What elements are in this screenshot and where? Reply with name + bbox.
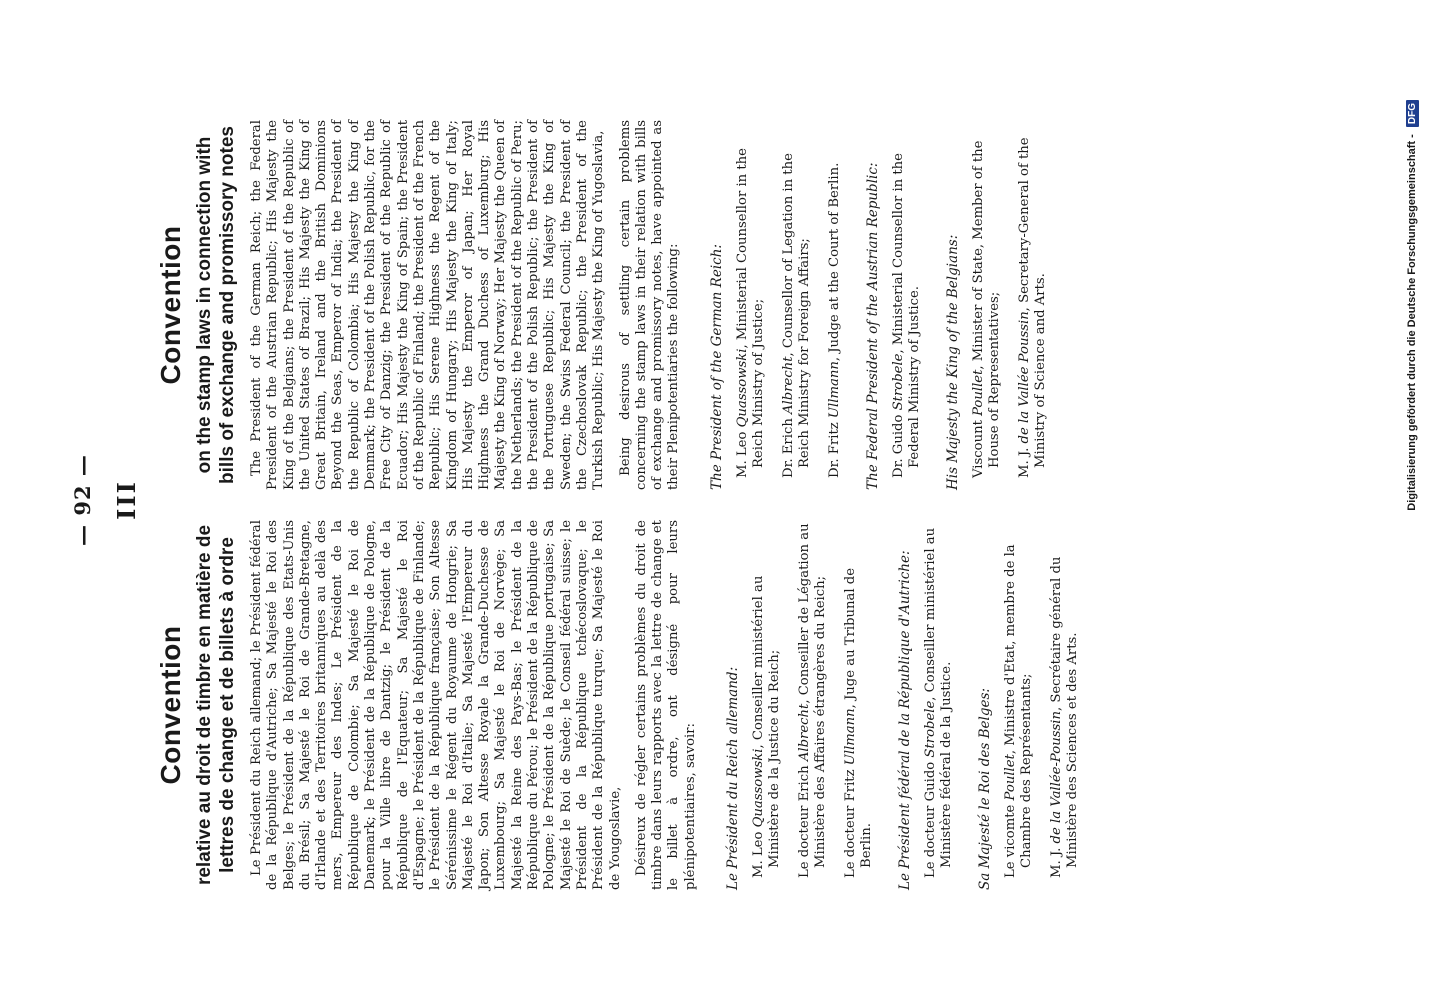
- sovereign-heading: The Federal President of the Austrian Republic:: [864, 162, 881, 490]
- french-column: [155, 520, 1103, 890]
- sovereign-heading: Le Président du Reich allemand:: [725, 666, 742, 890]
- delegate-surname: de la Vallée Poussin: [1016, 311, 1032, 444]
- english-subtitle: on the stamp laws in connection with bills of exchange and promissory notes: [194, 126, 238, 484]
- delegate-surname: Quassowski: [751, 748, 767, 828]
- delegate-title: , Conseiller ministériel au Ministère fédéral de la Justice.: [923, 527, 955, 868]
- sovereign-heading: Le Président fédéral de la République d'Autriche:: [897, 550, 914, 890]
- delegate-title: , Ministre d'Etat, membre de la Chambre des Représentants;: [1003, 544, 1035, 868]
- french-preamble: Le Président du Reich allemand; le Président fédéral de la République d'Autriche; Sa Majesté le Roi des Belges; le Président de la République des Etats-Unis du Brésil; Sa Majesté le Roi de Grande-Bretagne, d'Irlande et des Territoires britanniques au delà des mers, Empereur des Indes; Le Président de la République de Colombie; Sa Majesté le Roi de Danemark; le Président de la République de Pologne, pour la Ville libre de Dantzig; le Président de la République de l'Equateur; Sa Majesté le Roi d'Espagne; le Président de la République de Finlande; le Président de la République française; Son Altesse Sérénissime le Régent du Royaume de Hongrie; Sa Majesté le Roi d'Italie; Sa Majesté l'Empereur du Japon; Son Altesse Royale la Grande-Duchesse de Luxembourg; Sa Majesté le Roi de Norvège; Sa Majesté la Reine des Pays-Bas; le Président de la République du Pérou; le Président de la République de Pologne; le Président de la République portugaise; Sa Majesté le Roi de Suède; le Conseil fédéral suisse; le Président de la République tchécoslovaque; le Président de la République turque; Sa Majesté le Roi de Yougoslavie,: [249, 520, 623, 890]
- english-column: [155, 120, 1071, 490]
- english-plenipotentiaries: [709, 120, 1049, 490]
- delegate-prefix: Le vicomte: [1003, 800, 1019, 878]
- delegate-title: , Counsellor of Legation in the Reich Ministry for Foreign Affairs;: [780, 153, 812, 468]
- delegate-title: , Juge au Tribunal de Berlin.: [843, 567, 875, 868]
- delegate-prefix: Dr. Guido: [890, 410, 906, 478]
- delegate-title: , Ministerial Counsellor in the Federal Ministry of Justice.: [890, 153, 922, 468]
- delegate-entry: [923, 520, 955, 878]
- delegate-surname: Quassowski: [734, 348, 750, 428]
- delegate-prefix: M. Leo: [751, 827, 767, 878]
- delegate-surname: Albrecht: [780, 356, 796, 414]
- sovereign-heading: The President of the German Reich:: [708, 244, 725, 490]
- english-title: Convention: [155, 225, 186, 385]
- delegate-title: , Minister of State, Member of the House of Representatives;: [970, 140, 1002, 468]
- delegate-entry: [751, 520, 783, 878]
- digitization-credit: [1406, 100, 1419, 900]
- english-preamble: The President of the German Reich; the Federal President of the Austrian Republic; His Majesty the King of the Belgians; the President of the Republic of the United States of Brazil; His Majesty the King of Great Britain, Ireland and the British Dominions Beyond the Seas, Emperor of India; the President of the Republic of Colombia; His Majesty the King of Denmark; the President of the Polish Republic, for the Free City of Danzig; the President of the Republic of Ecuador; His Majesty the King of Spain; the President of the Republic of Finland; the President of the French Republic; His Serene Highness the Regent of the Kingdom of Hungary; His Majesty the King of Italy; His Majesty the Emperor of Japan; Her Royal Highness the Grand Duchess of Luxemburg; His Majesty the King of Norway; Her Majesty the Queen of the Netherlands; the President of the Republic of Peru; the President of the Polish Republic; the President of the Portuguese Republic; His Majesty the King of Sweden; the Swiss Federal Council; the President of the Czechoslovak Republic; the President of the Turkish Republic; His Majesty the King of Yugoslavia,: [249, 120, 607, 490]
- delegate-surname: de la Vallée-Poussin: [1049, 711, 1065, 844]
- delegate-surname: Poullet: [1003, 754, 1019, 801]
- delegation-group: [977, 520, 1081, 890]
- delegation-group: [897, 520, 955, 890]
- delegate-prefix: M. J.: [1016, 443, 1032, 478]
- delegation-group: [709, 120, 843, 490]
- credit-text: Digitalisierung gefördert durch die Deutsche Forschungsgemeinschaft -: [1406, 134, 1418, 511]
- french-title: Convention: [155, 625, 186, 785]
- rotated-document-page: [0, 100, 1434, 900]
- dfg-logo: DFG: [1406, 100, 1419, 127]
- delegate-surname: Albrecht: [797, 703, 813, 762]
- english-desire-paragraph: Being desirous of settling certain problems concerning the stamp laws in their relation with bills of exchange and promissory notes, have appointed as their Plenipotentiaries the following:: [617, 120, 682, 490]
- delegate-title: , Secrétaire général du Ministère des Sciences et des Arts.: [1049, 556, 1081, 868]
- french-desire-paragraph: Désireux de régler certains problèmes du droit de timbre dans leurs rapports avec la lettre de change et le billet à ordre, ont désigné pour leurs plénipotentiaires, savoir:: [633, 520, 698, 890]
- section-numeral: III: [112, 480, 141, 520]
- page-header: [0, 100, 140, 900]
- delegation-group: [945, 120, 1049, 490]
- delegate-entry: [780, 120, 813, 478]
- delegate-title: , Conseiller ministériel au Ministère de la Justice du Reich;: [751, 575, 783, 868]
- delegate-surname: Ullmann: [826, 361, 842, 419]
- delegate-entry: [1049, 520, 1081, 878]
- delegate-entry: [970, 120, 1003, 478]
- delegate-surname: Ullmann: [843, 708, 859, 766]
- delegate-title: , Conseiller de Légation au Ministère des Affaires étrangères du Reich;: [797, 523, 829, 868]
- delegate-prefix: Dr. Fritz: [826, 418, 842, 478]
- delegate-title: , Ministerial Counsellor in the Reich Ministry of Justice;: [734, 148, 766, 468]
- delegation-group: [725, 520, 875, 890]
- delegate-prefix: Viscount: [970, 415, 986, 478]
- sovereign-heading: His Majesty the King of the Belgians:: [944, 234, 961, 490]
- delegate-title: , Judge at the Court of Berlin.: [826, 162, 842, 362]
- delegate-entry: [734, 120, 767, 478]
- delegate-prefix: M. J.: [1049, 843, 1065, 878]
- delegate-prefix: M. Leo: [734, 427, 750, 478]
- delegate-entry: [890, 120, 923, 478]
- page-number: — 92 —: [70, 454, 95, 546]
- delegate-title: , Secretary-General of the Ministry of Science and Arts.: [1016, 137, 1048, 468]
- delegate-prefix: Le docteur Fritz: [843, 765, 859, 878]
- delegate-prefix: Dr. Erich: [780, 413, 796, 478]
- delegate-entry: [1016, 120, 1049, 478]
- delegate-surname: Poullet: [970, 369, 986, 416]
- delegate-prefix: Le docteur Guido: [923, 757, 939, 878]
- delegate-entry: [1003, 520, 1035, 878]
- delegate-entry: [797, 520, 829, 878]
- delegate-surname: Strobele: [890, 353, 906, 411]
- delegate-entry: [826, 120, 843, 478]
- delegation-group: [865, 120, 923, 490]
- delegate-surname: Strobele: [923, 700, 939, 758]
- french-subtitle: relative au droit de timbre en matière de lettres de change et de billets à ordre: [194, 524, 238, 886]
- sovereign-heading: Sa Majesté le Roi des Belges:: [977, 688, 994, 890]
- delegate-entry: [843, 520, 875, 878]
- french-plenipotentiaries: [725, 520, 1081, 890]
- delegate-prefix: Le docteur Erich: [797, 761, 813, 878]
